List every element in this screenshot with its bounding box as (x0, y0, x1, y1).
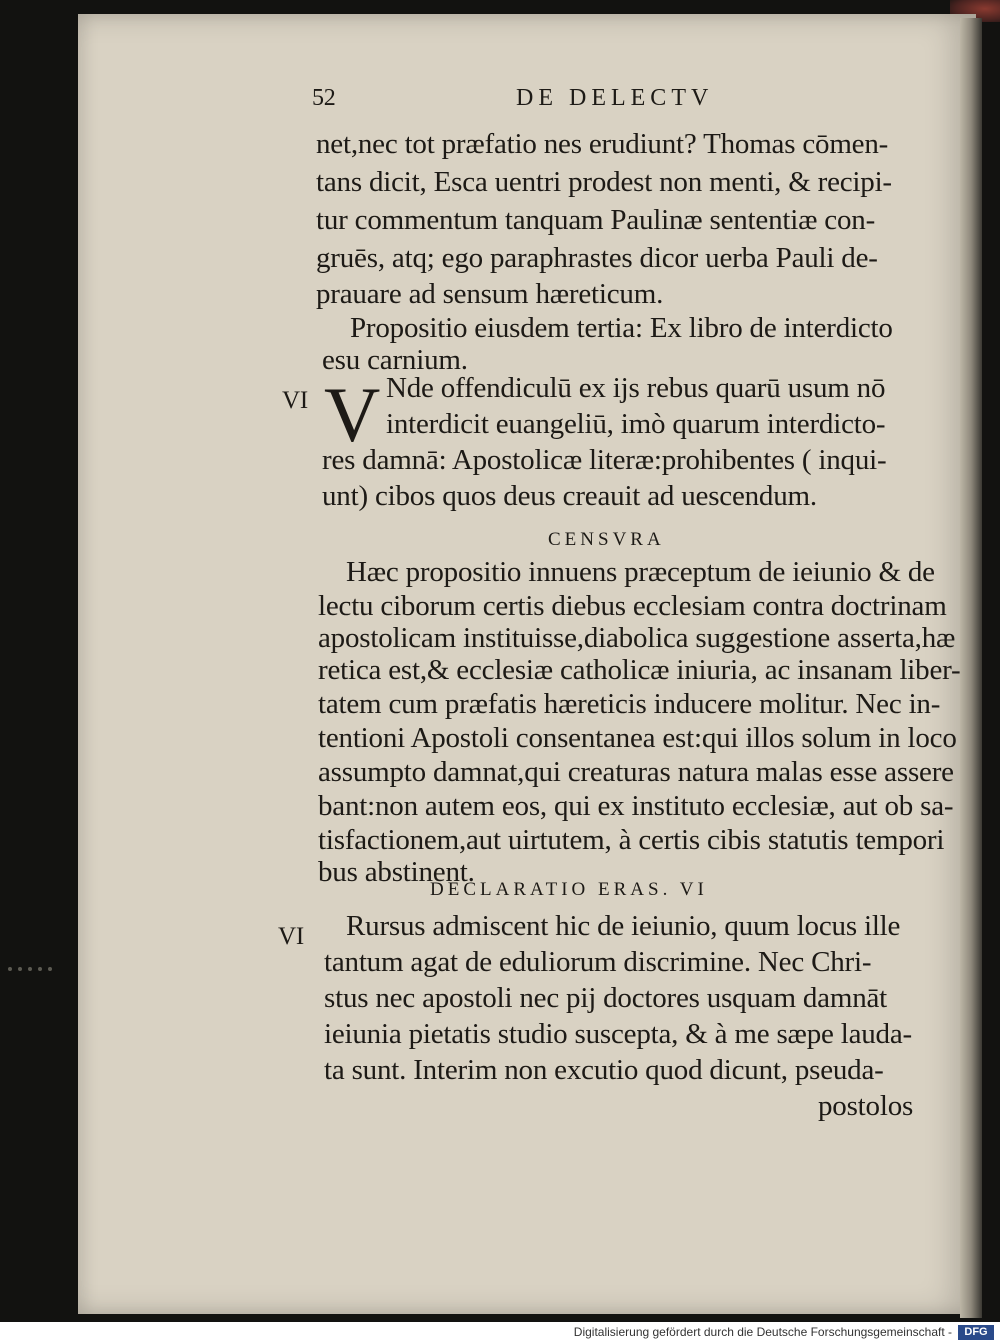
margin-dots (0, 955, 70, 985)
text-line: bant:non autem eos, qui ex instituto ecclesiæ, aut ob sa- (318, 790, 954, 822)
text-line: assumpto damnat,qui creaturas natura malas esse assere (318, 756, 954, 788)
folio-number: 52 (312, 85, 336, 111)
text-line: tentioni Apostoli consentanea est:qui illos solum in loco (318, 722, 957, 754)
text-line: res damnā: Apostolicæ literæ:prohibentes ( inqui- (322, 444, 887, 476)
text-line: tantum agat de eduliorum discrimine. Nec Chri- (324, 946, 872, 978)
drop-initial: V (324, 371, 381, 458)
text-line: apostolicam instituisse,diabolica suggestione asserta,hæ (318, 622, 956, 654)
text-line: esu carnium. (322, 344, 468, 376)
text-line: unt) cibos quos deus creauit ad uescendum. (322, 480, 817, 512)
margin-numeral: VI (278, 923, 304, 950)
digitization-footer (0, 1322, 1000, 1343)
margin-numeral: VI (282, 387, 308, 414)
text-line: tans dicit, Esca uentri prodest non menti, & recipi- (316, 166, 892, 198)
text-line: interdicit euangeliū, imò quarum interdicto- (386, 408, 886, 440)
text-line: lectu ciborum certis diebus ecclesiam contra doctrinam (318, 590, 947, 622)
text-line: prauare ad sensum hæreticum. (316, 278, 664, 310)
text-line: tisfactionem,aut uirtutem, à certis cibis statutis tempori (318, 824, 945, 856)
text-line: gruēs, atq; ego paraphrastes dicor uerba Pauli de- (316, 242, 878, 274)
section-heading-censura: CENSVRA (548, 529, 665, 550)
page-edge (960, 18, 982, 1318)
footer-credit: Digitalisierung gefördert durch die Deutsche Forschungsgemeinschaft - (573, 1325, 952, 1339)
catchword: postolos (818, 1090, 914, 1122)
text-line: Hæc propositio innuens præceptum de ieiunio & de (346, 556, 935, 588)
text-line: tatem cum præfatis hæreticis inducere molitur. Nec in- (318, 688, 941, 720)
text-line: Nde offendiculū ex ijs rebus quarū usum nō (386, 372, 886, 404)
running-head: DE DELECTV (516, 85, 714, 111)
text-line: retica est,& ecclesiæ catholicæ iniuria, ac insanam liber- (318, 654, 961, 686)
text-line: Propositio eiusdem tertia: Ex libro de interdicto (350, 312, 893, 344)
text-line: tur commentum tanquam Paulinæ sententiæ con- (316, 204, 876, 236)
dfg-logo-icon: DFG (958, 1325, 994, 1340)
text-line: ieiunia pietatis studio suscepta, & à me sæpe lauda- (324, 1018, 912, 1050)
text-line: bus abstinent. (318, 856, 475, 888)
section-heading-declaratio: DECLARATIO ERAS. VI (430, 879, 708, 900)
text-line: Rursus admiscent hic de ieiunio, quum locus ille (346, 910, 901, 942)
text-line: ta sunt. Interim non excutio quod dicunt, pseuda- (324, 1054, 884, 1086)
text-line: stus nec apostoli nec pij doctores usquam damnāt (324, 982, 888, 1014)
text-line: net,nec tot præfatio nes erudiunt? Thomas cōmen- (316, 128, 889, 160)
